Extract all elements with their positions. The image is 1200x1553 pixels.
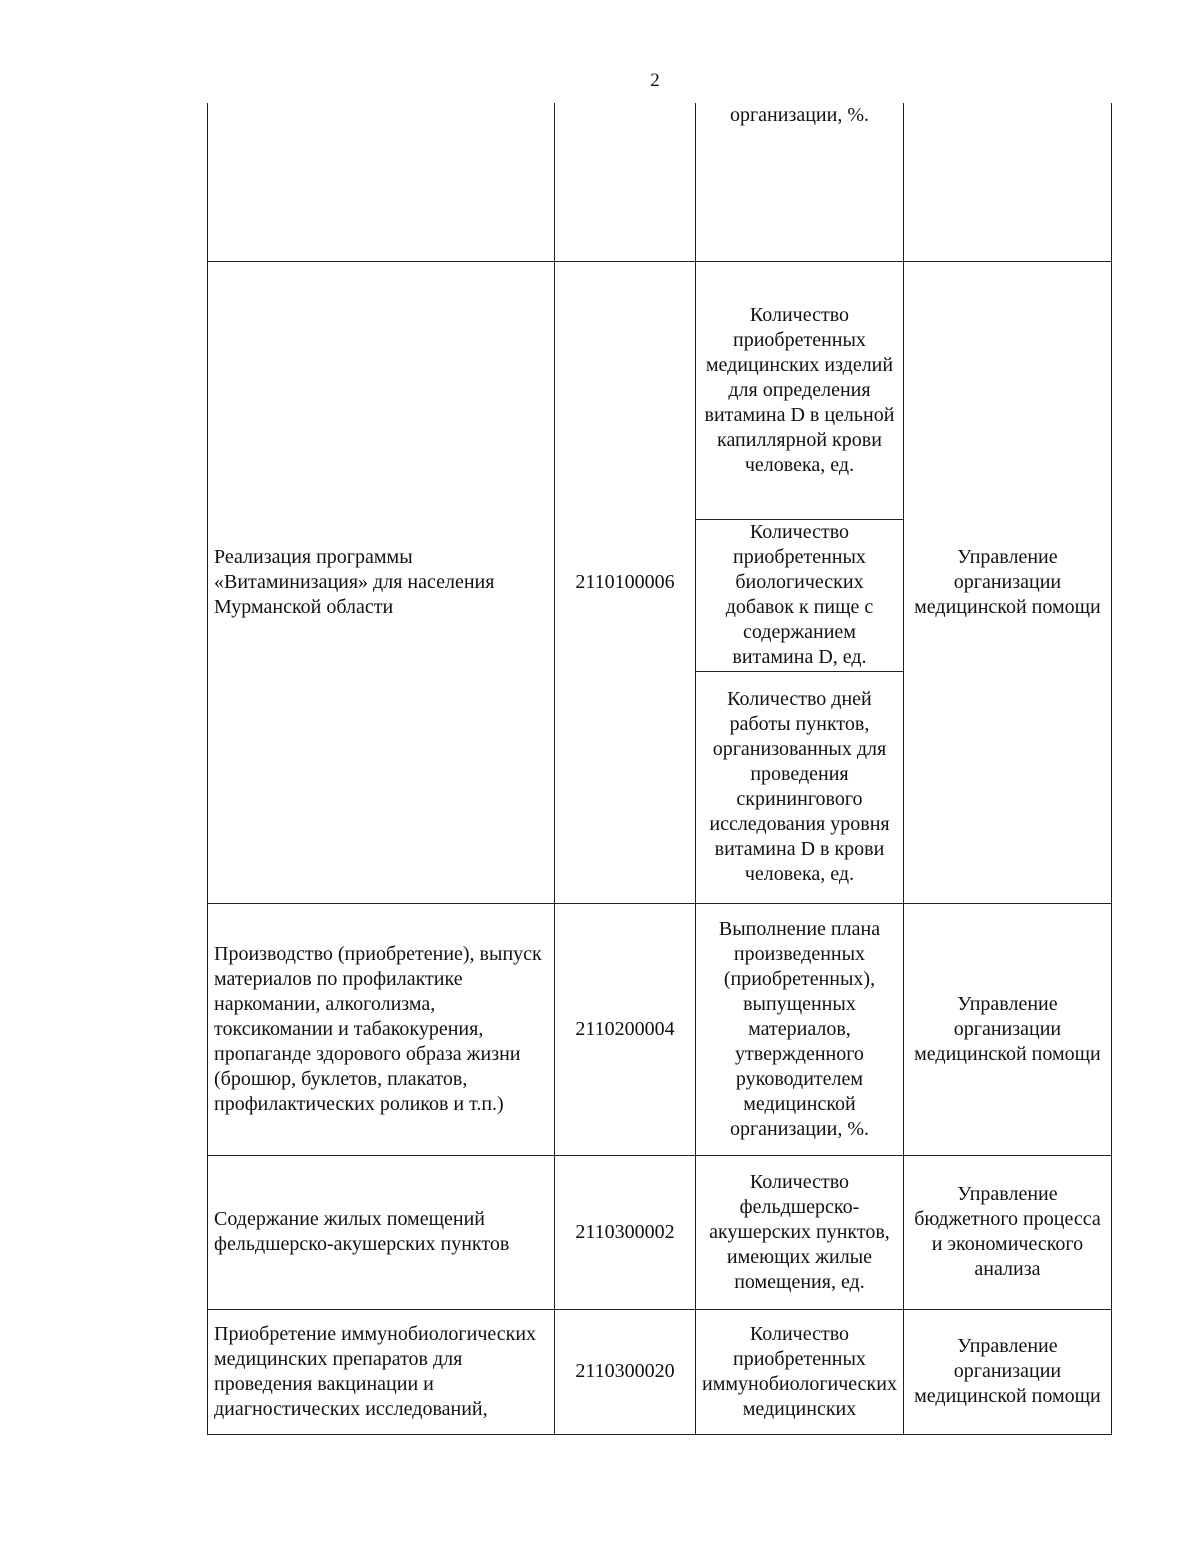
row-code-cell: 2110100006 xyxy=(555,261,696,903)
row-department-cell: Управление бюджетного процесса и экономического анализа xyxy=(903,1155,1111,1309)
row-code-cell xyxy=(555,103,696,261)
row-name-cell: Содержание жилых помещений фельдшерско-акушерских пунктов xyxy=(208,1155,555,1309)
row-department-cell: Управление организации медицинской помощи xyxy=(903,261,1111,903)
row-code-cell: 2110300020 xyxy=(555,1309,696,1434)
row-department-cell xyxy=(903,103,1111,261)
row-name-cell: Реализация программы «Витаминизация» для населения Мурманской области xyxy=(208,261,555,903)
row-indicator-cell: Количество приобретенных иммунобиологических медицинских xyxy=(696,1309,904,1434)
row-department-cell: Управление организации медицинской помощи xyxy=(903,1309,1111,1434)
table-row xyxy=(208,903,1112,1155)
row-name-cell: Производство (приобретение), выпуск материалов по профилактике наркомании, алкоголизма, токсикомании и табакокурения, пропаганде здорового образа жизни (брошюр, буклетов, плакатов, профилактических роликов и т.п.) xyxy=(208,903,555,1155)
row-indicator-cell: Количество дней работы пунктов, организованных для проведения скринингового исследования уровня витамина D в крови человека, ед. xyxy=(696,671,904,903)
table-row xyxy=(208,1155,1112,1309)
table-row xyxy=(208,103,1112,261)
table-row xyxy=(208,261,1112,519)
row-code-cell: 2110300002 xyxy=(555,1155,696,1309)
row-indicator-cell: Количество приобретенных биологических добавок к пище с содержанием витамина D, ед. xyxy=(696,519,904,671)
row-indicator-cell: организации, %. xyxy=(696,103,904,261)
row-indicator-cell: Выполнение плана произведенных (приобретенных), выпущенных материалов, утвержденного руководителем медицинской организации, %. xyxy=(696,903,904,1155)
row-indicator-cell: Количество приобретенных медицинских изделий для определения витамина D в цельной капиллярной крови человека, ед. xyxy=(696,261,904,519)
row-indicator-cell: Количество фельдшерско-акушерских пунктов, имеющих жилые помещения, ед. xyxy=(696,1155,904,1309)
row-name-cell xyxy=(208,103,555,261)
row-code-cell: 2110200004 xyxy=(555,903,696,1155)
row-name-cell: Приобретение иммунобиологических медицинских препаратов для проведения вакцинации и диагностических исследований, xyxy=(208,1309,555,1434)
document-table xyxy=(207,103,1112,1435)
page-number: 2 xyxy=(650,70,660,91)
table-row xyxy=(208,1309,1112,1434)
row-department-cell: Управление организации медицинской помощи xyxy=(903,903,1111,1155)
